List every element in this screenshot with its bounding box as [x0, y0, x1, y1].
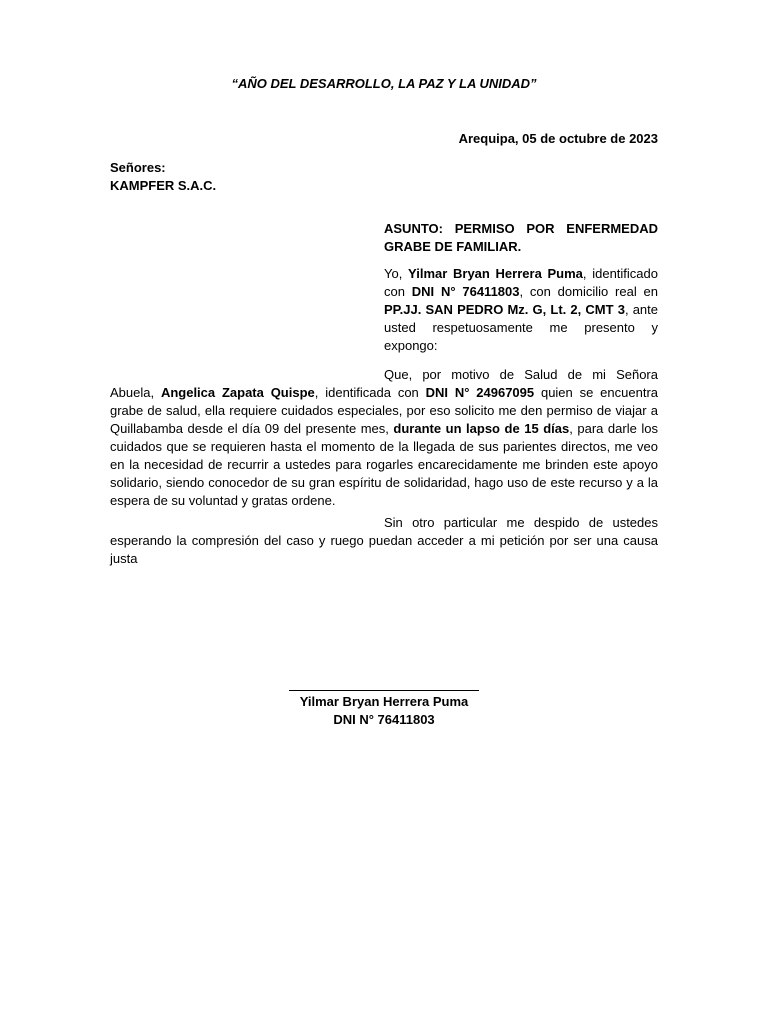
- leave-duration: durante un lapso de 15 días: [393, 421, 570, 436]
- document-header: “AÑO DEL DESARROLLO, LA PAZ Y LA UNIDAD”: [231, 76, 537, 91]
- body-text: quien se encuentra grabe de salud, ella requiere cuidados especiales, por eso solicito me den permiso de viajar a Quillabamba desde el día 09 del presente mes,: [110, 385, 658, 436]
- body-text: , para darle los cuidados que se requieren hasta el momento de la llegada de sus parientes directos, me veo en la necesidad de recurrir a ustedes para rogarles encarecidamente me brinden este apoyo solidario, siendo conocedor de su gran espíritu de solidaridad, hago uso de este recurso y a la espera de su voluntad y gratas ordene.: [110, 421, 658, 508]
- sender-dni: DNI N° 76411803: [411, 284, 520, 299]
- body-text: , identificada con: [314, 385, 426, 400]
- relative-name: Angelica Zapata Quispe: [160, 385, 315, 400]
- signature-dni: DNI N° 76411803: [333, 712, 435, 727]
- intro-text: , identificado con: [384, 266, 658, 299]
- salutation: Señores:: [110, 160, 166, 175]
- company-name: KAMPFER S.A.C.: [110, 178, 217, 193]
- intro-text: , con domicilio real en: [519, 284, 659, 299]
- subject-line: ASUNTO: PERMISO POR ENFERMEDAD GRABE DE FAMILIAR.: [384, 221, 658, 254]
- intro-text: Yo,: [384, 266, 409, 281]
- sender-address: PP.JJ. SAN PEDRO Mz. G, Lt. 2, CMT 3: [384, 302, 625, 317]
- sender-name: Yilmar Bryan Herrera Puma: [408, 266, 583, 281]
- intro-paragraph: [384, 265, 658, 355]
- intro-text: , ante usted respetuosamente me presento y expongo:: [384, 302, 658, 353]
- closing-paragraph: Sin otro particular me despido de ustedes esperando la compresión del caso y ruego puedan acceder a mi petición por ser una causa justa: [110, 515, 658, 566]
- relative-dni: DNI N° 24967095: [425, 385, 535, 400]
- body-paragraph: [110, 366, 658, 510]
- date-line: Arequipa, 05 de octubre de 2023: [458, 131, 658, 146]
- addressee-block: [110, 159, 216, 195]
- signature-name: Yilmar Bryan Herrera Puma: [299, 694, 469, 709]
- signature-line: [289, 690, 479, 691]
- body-text: Que, por motivo de Salud de mi Señora Abuela,: [110, 367, 658, 400]
